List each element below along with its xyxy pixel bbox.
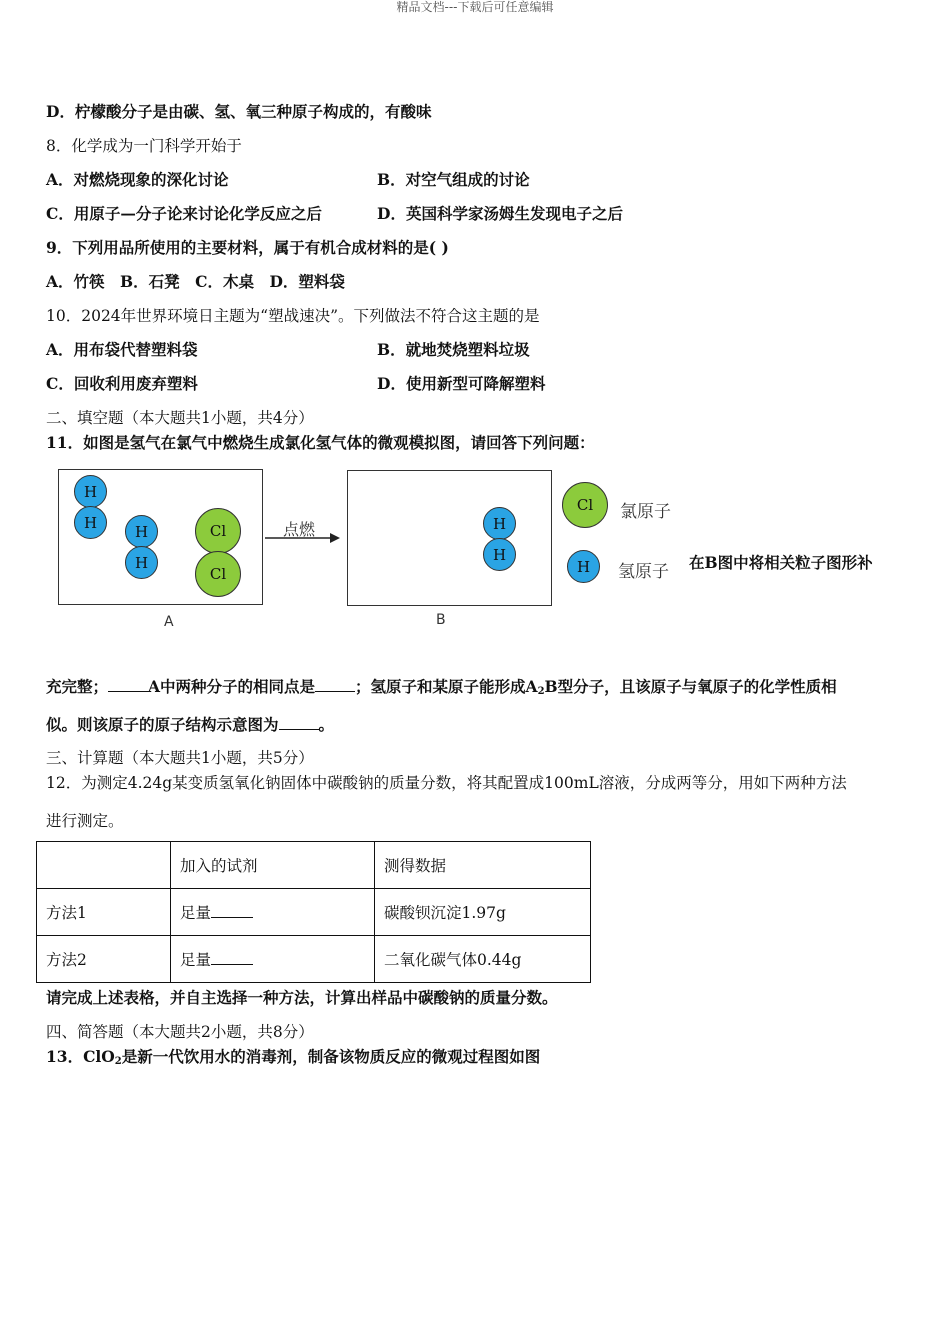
q11-side-text: 在B图中将相关粒子图形补 bbox=[689, 553, 873, 572]
q13-b: 是新一代饮用水的消毒剂，制备该物质反应的微观过程图如图 bbox=[121, 1047, 541, 1066]
q11-line1-c: ；氢原子和某原子能形成A bbox=[355, 677, 538, 696]
label-a: A bbox=[164, 614, 174, 630]
h-atom: H bbox=[125, 515, 158, 548]
q11-line1-a: 充完整； bbox=[46, 677, 109, 696]
diagram-box-b bbox=[347, 470, 552, 606]
q11-line1-b: A中两种分子的相同点是 bbox=[148, 677, 316, 696]
q13-a: 13．ClO bbox=[46, 1047, 115, 1066]
legend-h-atom: H bbox=[567, 550, 600, 583]
q12-table bbox=[36, 841, 591, 983]
table-row bbox=[37, 889, 591, 936]
q8-option-c: C．用原子—分子论来讨论化学反应之后 bbox=[46, 204, 322, 223]
h-atom: H bbox=[483, 538, 516, 571]
table-row bbox=[37, 936, 591, 983]
q12-after: 请完成上述表格，并自主选择一种方法，计算出样品中碳酸钠的质量分数。 bbox=[46, 988, 558, 1007]
q11-line2-b: 。 bbox=[318, 715, 335, 734]
answer-blank bbox=[279, 729, 319, 730]
q13-sub: 2 bbox=[114, 1056, 122, 1067]
table-cell-text: 足量 bbox=[180, 951, 212, 969]
q12-stem-line2: 进行测定。 bbox=[46, 812, 124, 830]
q10-stem: 10．2024年世界环境日主题为“塑战速决”。下列做法不符合这主题的是 bbox=[46, 307, 540, 325]
q11-line1-d: B型分子，且该原子与氧原子的化学性质相 bbox=[544, 677, 837, 696]
h-atom: H bbox=[483, 507, 516, 540]
answer-blank bbox=[108, 691, 148, 692]
answer-blank bbox=[211, 917, 253, 918]
q11-stem: 11．如图是氢气在氯气中燃烧生成氯化氢气体的微观模拟图，请回答下列问题： bbox=[46, 433, 595, 452]
cl-atom: Cl bbox=[195, 551, 241, 597]
table-cell: 方法2 bbox=[37, 936, 171, 983]
label-b: B bbox=[436, 612, 446, 628]
h-atom: H bbox=[74, 475, 107, 508]
table-cell bbox=[171, 936, 375, 983]
table-cell bbox=[171, 889, 375, 936]
arrow-label: 点燃 bbox=[283, 520, 316, 539]
q11-line1 bbox=[46, 677, 837, 702]
q8-option-a: A．对燃烧现象的深化讨论 bbox=[46, 170, 229, 189]
cl-atom: Cl bbox=[195, 508, 241, 554]
q13-stem bbox=[46, 1047, 540, 1072]
table-cell-text: 足量 bbox=[180, 904, 212, 922]
q11-line2 bbox=[46, 715, 334, 735]
table-cell: 碳酸钡沉淀1.97g bbox=[375, 889, 591, 936]
legend-cl-label: 氯原子 bbox=[620, 502, 671, 522]
section-heading-fill: 二、填空题（本大题共1小题，共4分） bbox=[46, 409, 314, 427]
q11-line1-sub: 2 bbox=[537, 686, 545, 697]
q8-stem: 8．化学成为一门科学开始于 bbox=[46, 137, 242, 155]
legend-h-label: 氢原子 bbox=[618, 562, 669, 582]
q8-option-d: D．英国科学家汤姆生发现电子之后 bbox=[377, 204, 623, 223]
q10-option-c: C．回收利用废弃塑料 bbox=[46, 374, 198, 393]
q10-option-b: B．就地焚烧塑料垃圾 bbox=[377, 340, 530, 359]
answer-blank bbox=[211, 964, 253, 965]
q10-option-a: A．用布袋代替塑料袋 bbox=[46, 340, 198, 359]
q10-option-d: D．使用新型可降解塑料 bbox=[377, 374, 546, 393]
answer-blank bbox=[315, 691, 355, 692]
reaction-arrow-icon bbox=[264, 531, 342, 545]
page-header: 精品文档---下载后可任意编辑 bbox=[396, 0, 554, 14]
table-header-cell: 加入的试剂 bbox=[171, 842, 375, 889]
q9-stem: 9．下列用品所使用的主要材料，属于有机合成材料的是( ) bbox=[46, 238, 449, 257]
section-heading-short: 四、简答题（本大题共2小题，共8分） bbox=[46, 1023, 314, 1041]
section-heading-calc: 三、计算题（本大题共1小题，共5分） bbox=[46, 749, 314, 767]
h-atom: H bbox=[125, 546, 158, 579]
q11-line2-a: 似。则该原子的原子结构示意图为 bbox=[46, 715, 279, 734]
table-cell: 方法1 bbox=[37, 889, 171, 936]
h-atom: H bbox=[74, 506, 107, 539]
q8-option-b: B．对空气组成的讨论 bbox=[377, 170, 530, 189]
q9-options: A．竹筷 B．石凳 C．木桌 D．塑料袋 bbox=[46, 272, 345, 291]
legend-cl-atom: Cl bbox=[562, 482, 608, 528]
table-header-cell bbox=[37, 842, 171, 889]
q7-option-d: D．柠檬酸分子是由碳、氢、氧三种原子构成的，有酸味 bbox=[46, 102, 432, 121]
table-header-cell: 测得数据 bbox=[375, 842, 591, 889]
table-header-row bbox=[37, 842, 591, 889]
table-cell: 二氧化碳气体0.44g bbox=[375, 936, 591, 983]
q12-stem-line1: 12．为测定4.24g某变质氢氧化钠固体中碳酸钠的质量分数，将其配置成100mL溶液，分成两等分，用如下两种方法 bbox=[46, 774, 847, 792]
